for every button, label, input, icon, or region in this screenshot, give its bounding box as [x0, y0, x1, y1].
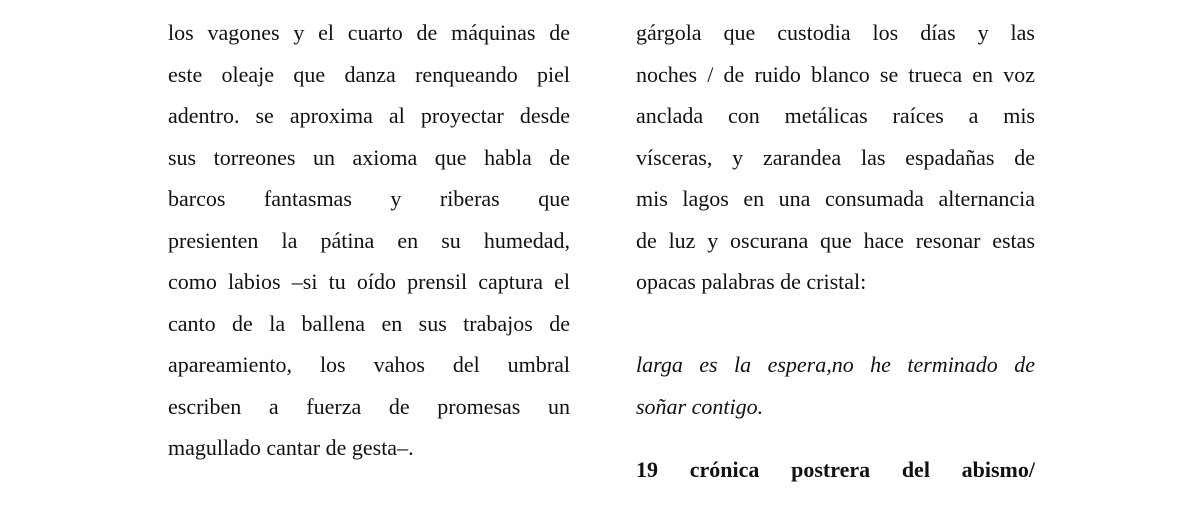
text-line: vísceras, y zarandea las espadañas de — [636, 144, 1035, 170]
text-line: escriben a fuerza de promesas un — [168, 393, 570, 419]
left-text-column — [168, 12, 570, 469]
text-line: noches / de ruido blanco se trueca en voz — [636, 61, 1035, 87]
text-line: magullado cantar de gesta–. — [168, 435, 414, 460]
text-line: canto de la ballena en sus trabajos de — [168, 310, 570, 336]
text-line: apareamiento, los vahos del umbral — [168, 352, 570, 377]
text-line: mis lagos en una consumada alternancia — [636, 186, 1035, 211]
right-text-column — [636, 12, 1035, 491]
italic-text-line: soñar contigo. — [636, 393, 764, 419]
italic-text-line: larga es la espera,no he terminado de — [636, 352, 1035, 377]
text-line: como labios –si tu oído prensil captura el — [168, 269, 570, 294]
text-line: opacas palabras de cristal: — [636, 269, 867, 294]
paragraph-gap — [636, 303, 1035, 345]
text-line: sus torreones un axioma que habla de — [168, 144, 570, 170]
clipped-text-fragment — [276, 508, 526, 520]
text-line: los vagones y el cuarto de máquinas de — [168, 20, 570, 45]
text-line: presienten la pátina en su humedad, — [168, 227, 570, 253]
text-line: barcos fantasmas y riberas que — [168, 186, 570, 211]
text-line: este oleaje que danza renqueando piel — [168, 61, 570, 87]
text-line: anclada con metálicas raíces a mis — [636, 103, 1035, 128]
text-line: gárgola que custodia los días y las — [636, 20, 1035, 45]
text-line: de luz y oscurana que hace resonar estas — [636, 227, 1035, 253]
section-heading: 19 crónica postrera del abismo/ — [636, 457, 1035, 482]
text-line: adentro. se aproxima al proyectar desde — [168, 103, 570, 128]
